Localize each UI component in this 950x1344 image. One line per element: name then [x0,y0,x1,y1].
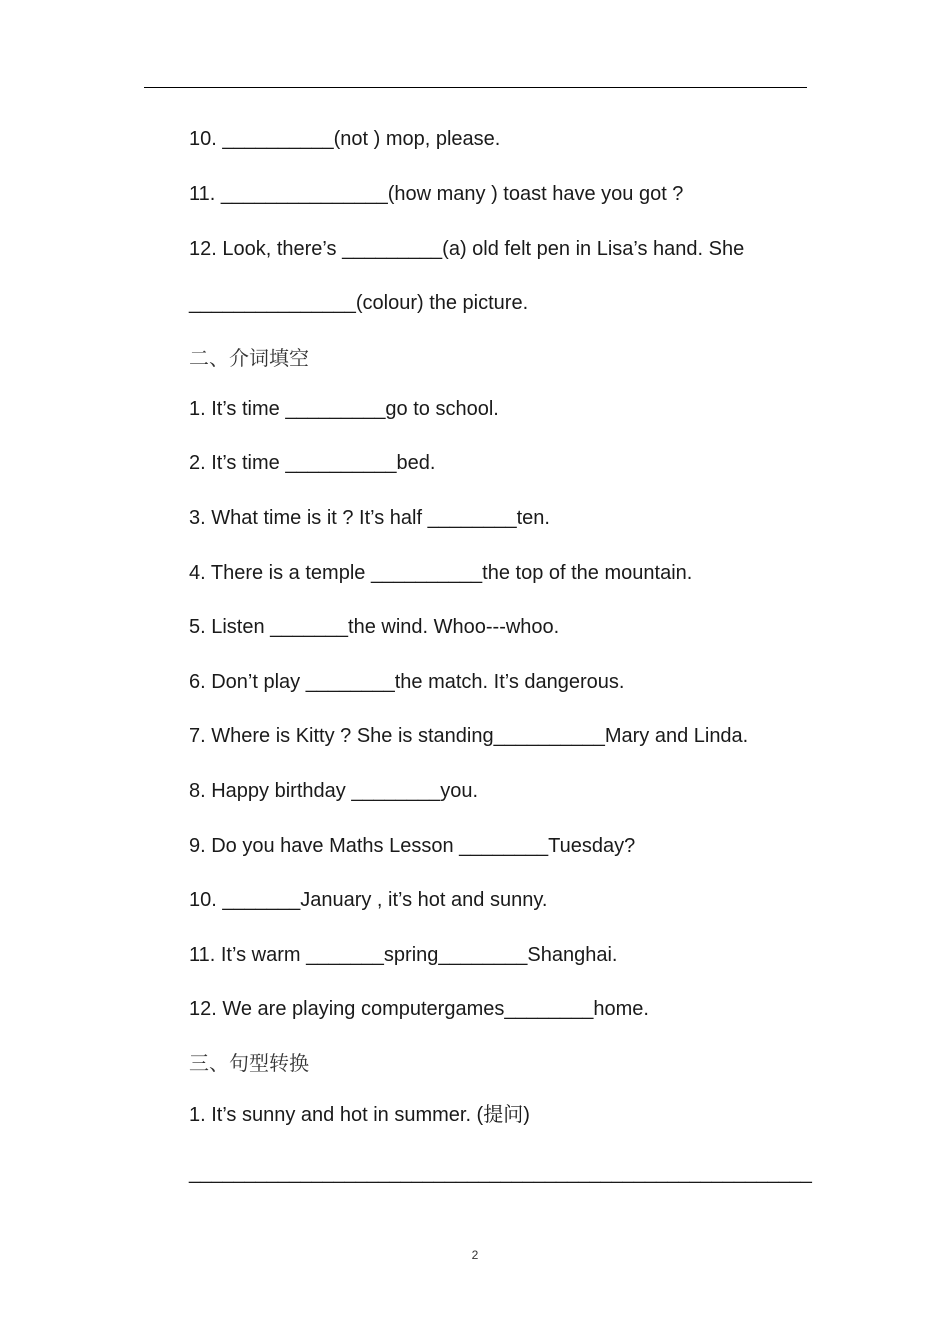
exercise-line: 11. _______________(how many ) toast have you got ? [189,183,684,205]
exercise-line: 7. Where is Kitty ? She is standing__________Mary and Linda. [189,725,749,747]
exercise-line: _______________(colour) the picture. [189,292,529,314]
section-heading-prepositions: 二、介词填空 [189,346,309,370]
exercise-line: 4. There is a temple __________the top of the mountain. [189,562,693,584]
exercise-line: 12. Look, there’s _________(a) old felt pen in Lisa’s hand. She [189,238,745,260]
exercise-line: 12. We are playing computergames________home. [189,998,649,1020]
answer-blank-line: ________________________________________________________ [189,1162,812,1184]
exercise-line: 8. Happy birthday ________you. [189,780,479,802]
header-rule [144,87,807,88]
exercise-line: 10. __________(not ) mop, please. [189,128,501,150]
exercise-line: 3. What time is it ? It’s half ________ten. [189,507,550,529]
exercise-line: 9. Do you have Maths Lesson ________Tuesday? [189,835,636,857]
exercise-line: 5. Listen _______the wind. Whoo---whoo. [189,616,560,638]
exercise-line: 1. It’s sunny and hot in summer. (提问) [189,1104,530,1126]
exercise-line: 1. It’s time _________go to school. [189,398,499,420]
exercise-line: 2. It’s time __________bed. [189,452,436,474]
section-heading-sentence-transformation: 三、句型转换 [189,1051,309,1075]
exercise-line: 11. It’s warm _______spring________Shanghai. [189,944,618,966]
page-number: 2 [471,1248,479,1262]
exercise-line: 10. _______January , it’s hot and sunny. [189,889,548,911]
exercise-line: 6. Don’t play ________the match. It’s dangerous. [189,671,625,693]
